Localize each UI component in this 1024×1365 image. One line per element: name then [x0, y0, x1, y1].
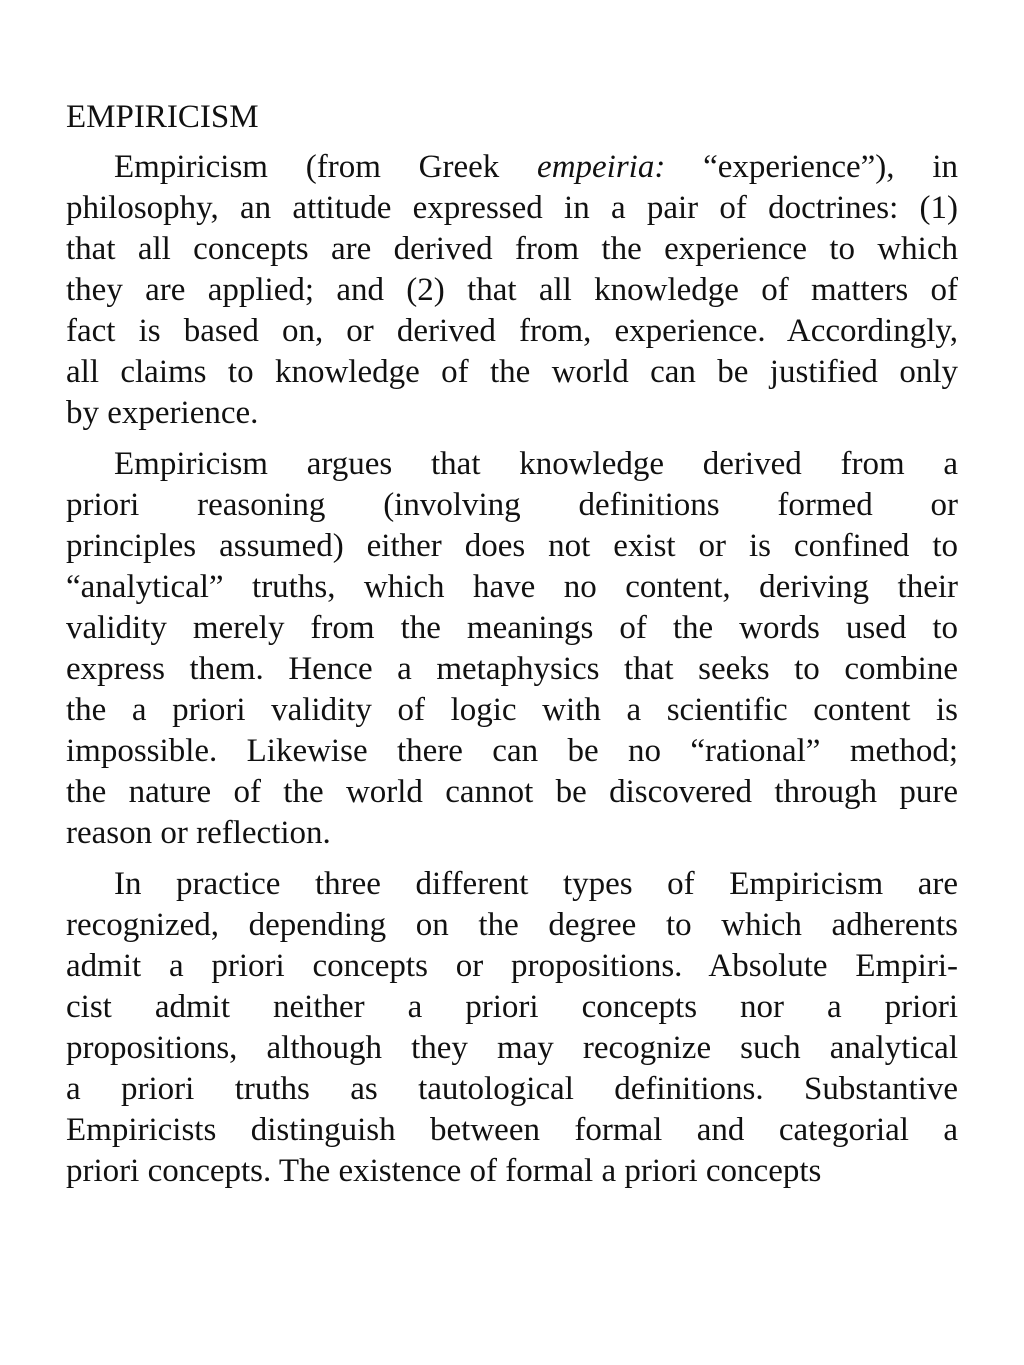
text-segment: Empiricism (from Greek [114, 149, 538, 185]
text-line: by experience. [66, 395, 259, 431]
text-line: priori reasoning (involving definitions formed or [66, 487, 958, 523]
text-line: cist admit neither a priori concepts nor a priori [66, 989, 958, 1025]
text-line: philosophy, an attitude expressed in a pair of doctrines: (1) [66, 190, 958, 226]
text-line: the nature of the world cannot be discovered through pure [66, 774, 958, 810]
text-line: recognized, depending on the degree to which adherents [66, 907, 958, 943]
document-title: EMPIRICISM [66, 99, 259, 135]
text-line: In practice three different types of Empiricism are [114, 866, 958, 902]
italic-term: empeiria: [537, 149, 666, 185]
text-line: Empiricists distinguish between formal and categorial a [66, 1112, 958, 1148]
text-line: that all concepts are derived from the experience to which [66, 231, 958, 267]
text-line: all claims to knowledge of the world can be justified only [66, 354, 958, 390]
document-page [66, 97, 958, 1202]
text-line: propositions, although they may recognize such analytical [66, 1030, 958, 1066]
text-line: the a priori validity of logic with a scientific content is [66, 692, 958, 728]
text-line: fact is based on, or derived from, experience. Accordingly, [66, 313, 958, 349]
text-line: “analytical” truths, which have no content, deriving their [66, 569, 958, 605]
text-line: Empiricism argues that knowledge derived from a [114, 446, 958, 482]
paragraph [66, 444, 958, 854]
text-line: they are applied; and (2) that all knowledge of matters of [66, 272, 958, 308]
text-line: reason or reflection. [66, 815, 331, 851]
text-line: validity merely from the meanings of the words used to [66, 610, 958, 646]
paragraph [66, 147, 958, 434]
text-line: admit a priori concepts or propositions. Absolute Empiri- [66, 948, 958, 984]
text-line [66, 147, 958, 188]
text-line: express them. Hence a metaphysics that seeks to combine [66, 651, 958, 687]
text-segment: “experience”), in [665, 149, 958, 185]
text-line: priori concepts. The existence of formal a priori concepts [66, 1153, 822, 1189]
text-line: principles assumed) either does not exist or is confined to [66, 528, 958, 564]
text-line: impossible. Likewise there can be no “rational” method; [66, 733, 958, 769]
document-body [66, 147, 958, 1192]
text-line: a priori truths as tautological definitions. Substantive [66, 1071, 958, 1107]
paragraph [66, 864, 958, 1192]
